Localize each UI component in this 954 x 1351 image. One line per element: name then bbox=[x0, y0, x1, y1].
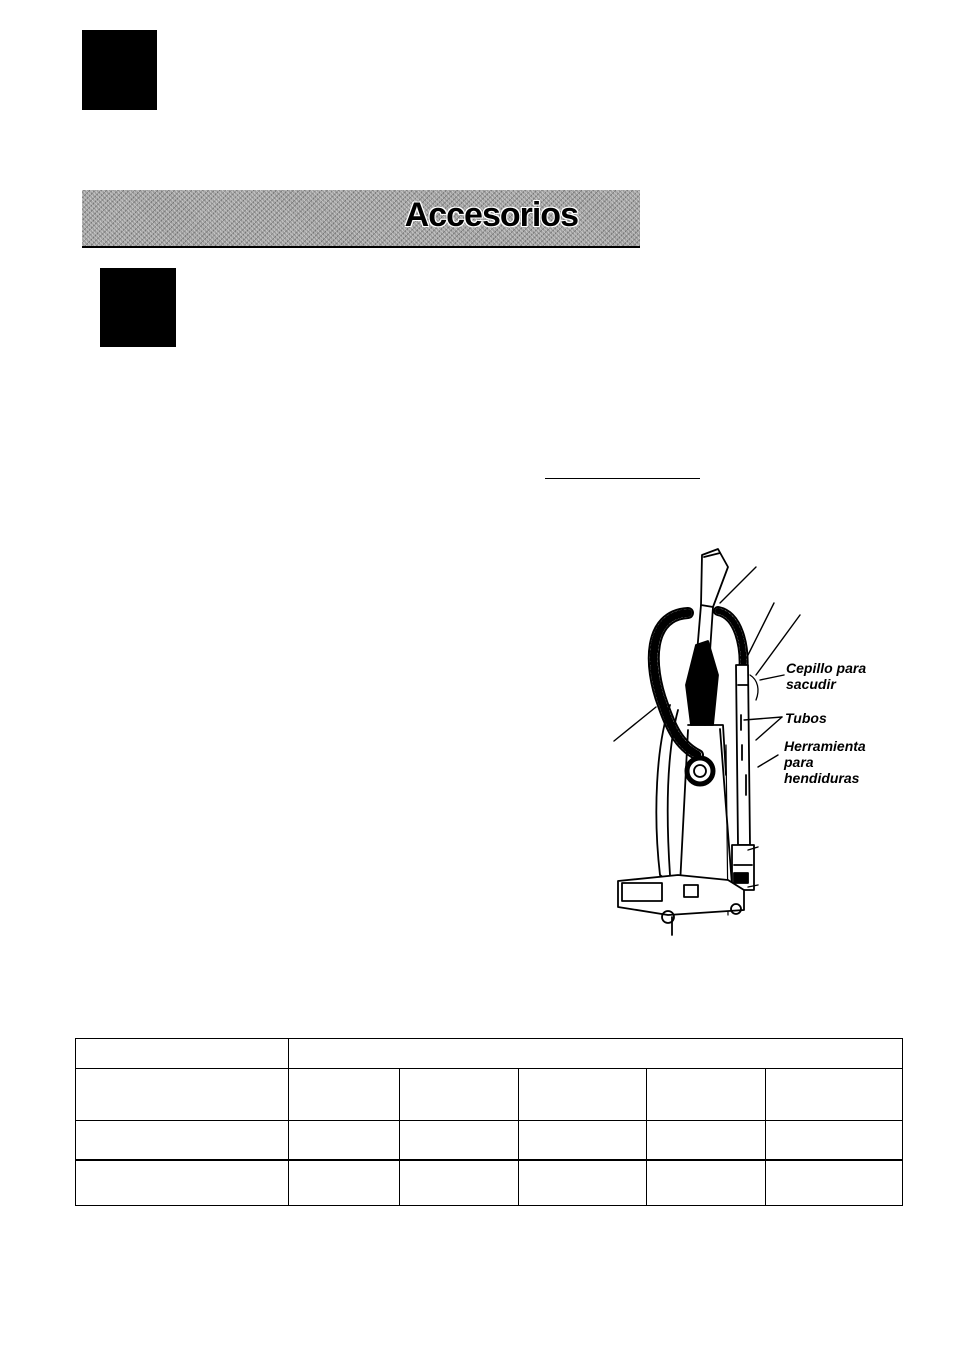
table-cell bbox=[399, 1160, 519, 1206]
table-cell bbox=[288, 1039, 902, 1069]
table-cell bbox=[766, 1069, 903, 1121]
black-marker-block-secondary bbox=[100, 268, 176, 347]
table-cell bbox=[288, 1121, 399, 1161]
underline-rule bbox=[545, 478, 700, 479]
table-cell bbox=[76, 1069, 289, 1121]
spec-table bbox=[75, 1038, 903, 1206]
table-cell bbox=[76, 1160, 289, 1206]
table-cell bbox=[519, 1121, 647, 1161]
crevice-tool-label: Herramienta para hendiduras bbox=[784, 738, 866, 786]
table-cell bbox=[76, 1121, 289, 1161]
table-row bbox=[76, 1069, 903, 1121]
table-cell bbox=[647, 1160, 766, 1206]
table-row bbox=[76, 1160, 903, 1206]
table-cell bbox=[766, 1160, 903, 1206]
section-banner bbox=[82, 190, 640, 248]
tubes-label: Tubos bbox=[785, 710, 827, 726]
table-cell bbox=[647, 1069, 766, 1121]
table-cell bbox=[647, 1121, 766, 1161]
black-marker-block bbox=[82, 30, 157, 110]
table-cell bbox=[288, 1069, 399, 1121]
table-cell bbox=[288, 1160, 399, 1206]
section-title: Accesorios bbox=[404, 196, 578, 234]
table-row bbox=[76, 1121, 903, 1161]
table-cell bbox=[76, 1039, 289, 1069]
table-row bbox=[76, 1039, 903, 1069]
table-cell bbox=[399, 1121, 519, 1161]
dusting-brush-label: Cepillo para sacudir bbox=[786, 660, 867, 692]
table-cell bbox=[766, 1121, 903, 1161]
table-cell bbox=[519, 1069, 647, 1121]
table-cell bbox=[399, 1069, 519, 1121]
table-cell bbox=[519, 1160, 647, 1206]
